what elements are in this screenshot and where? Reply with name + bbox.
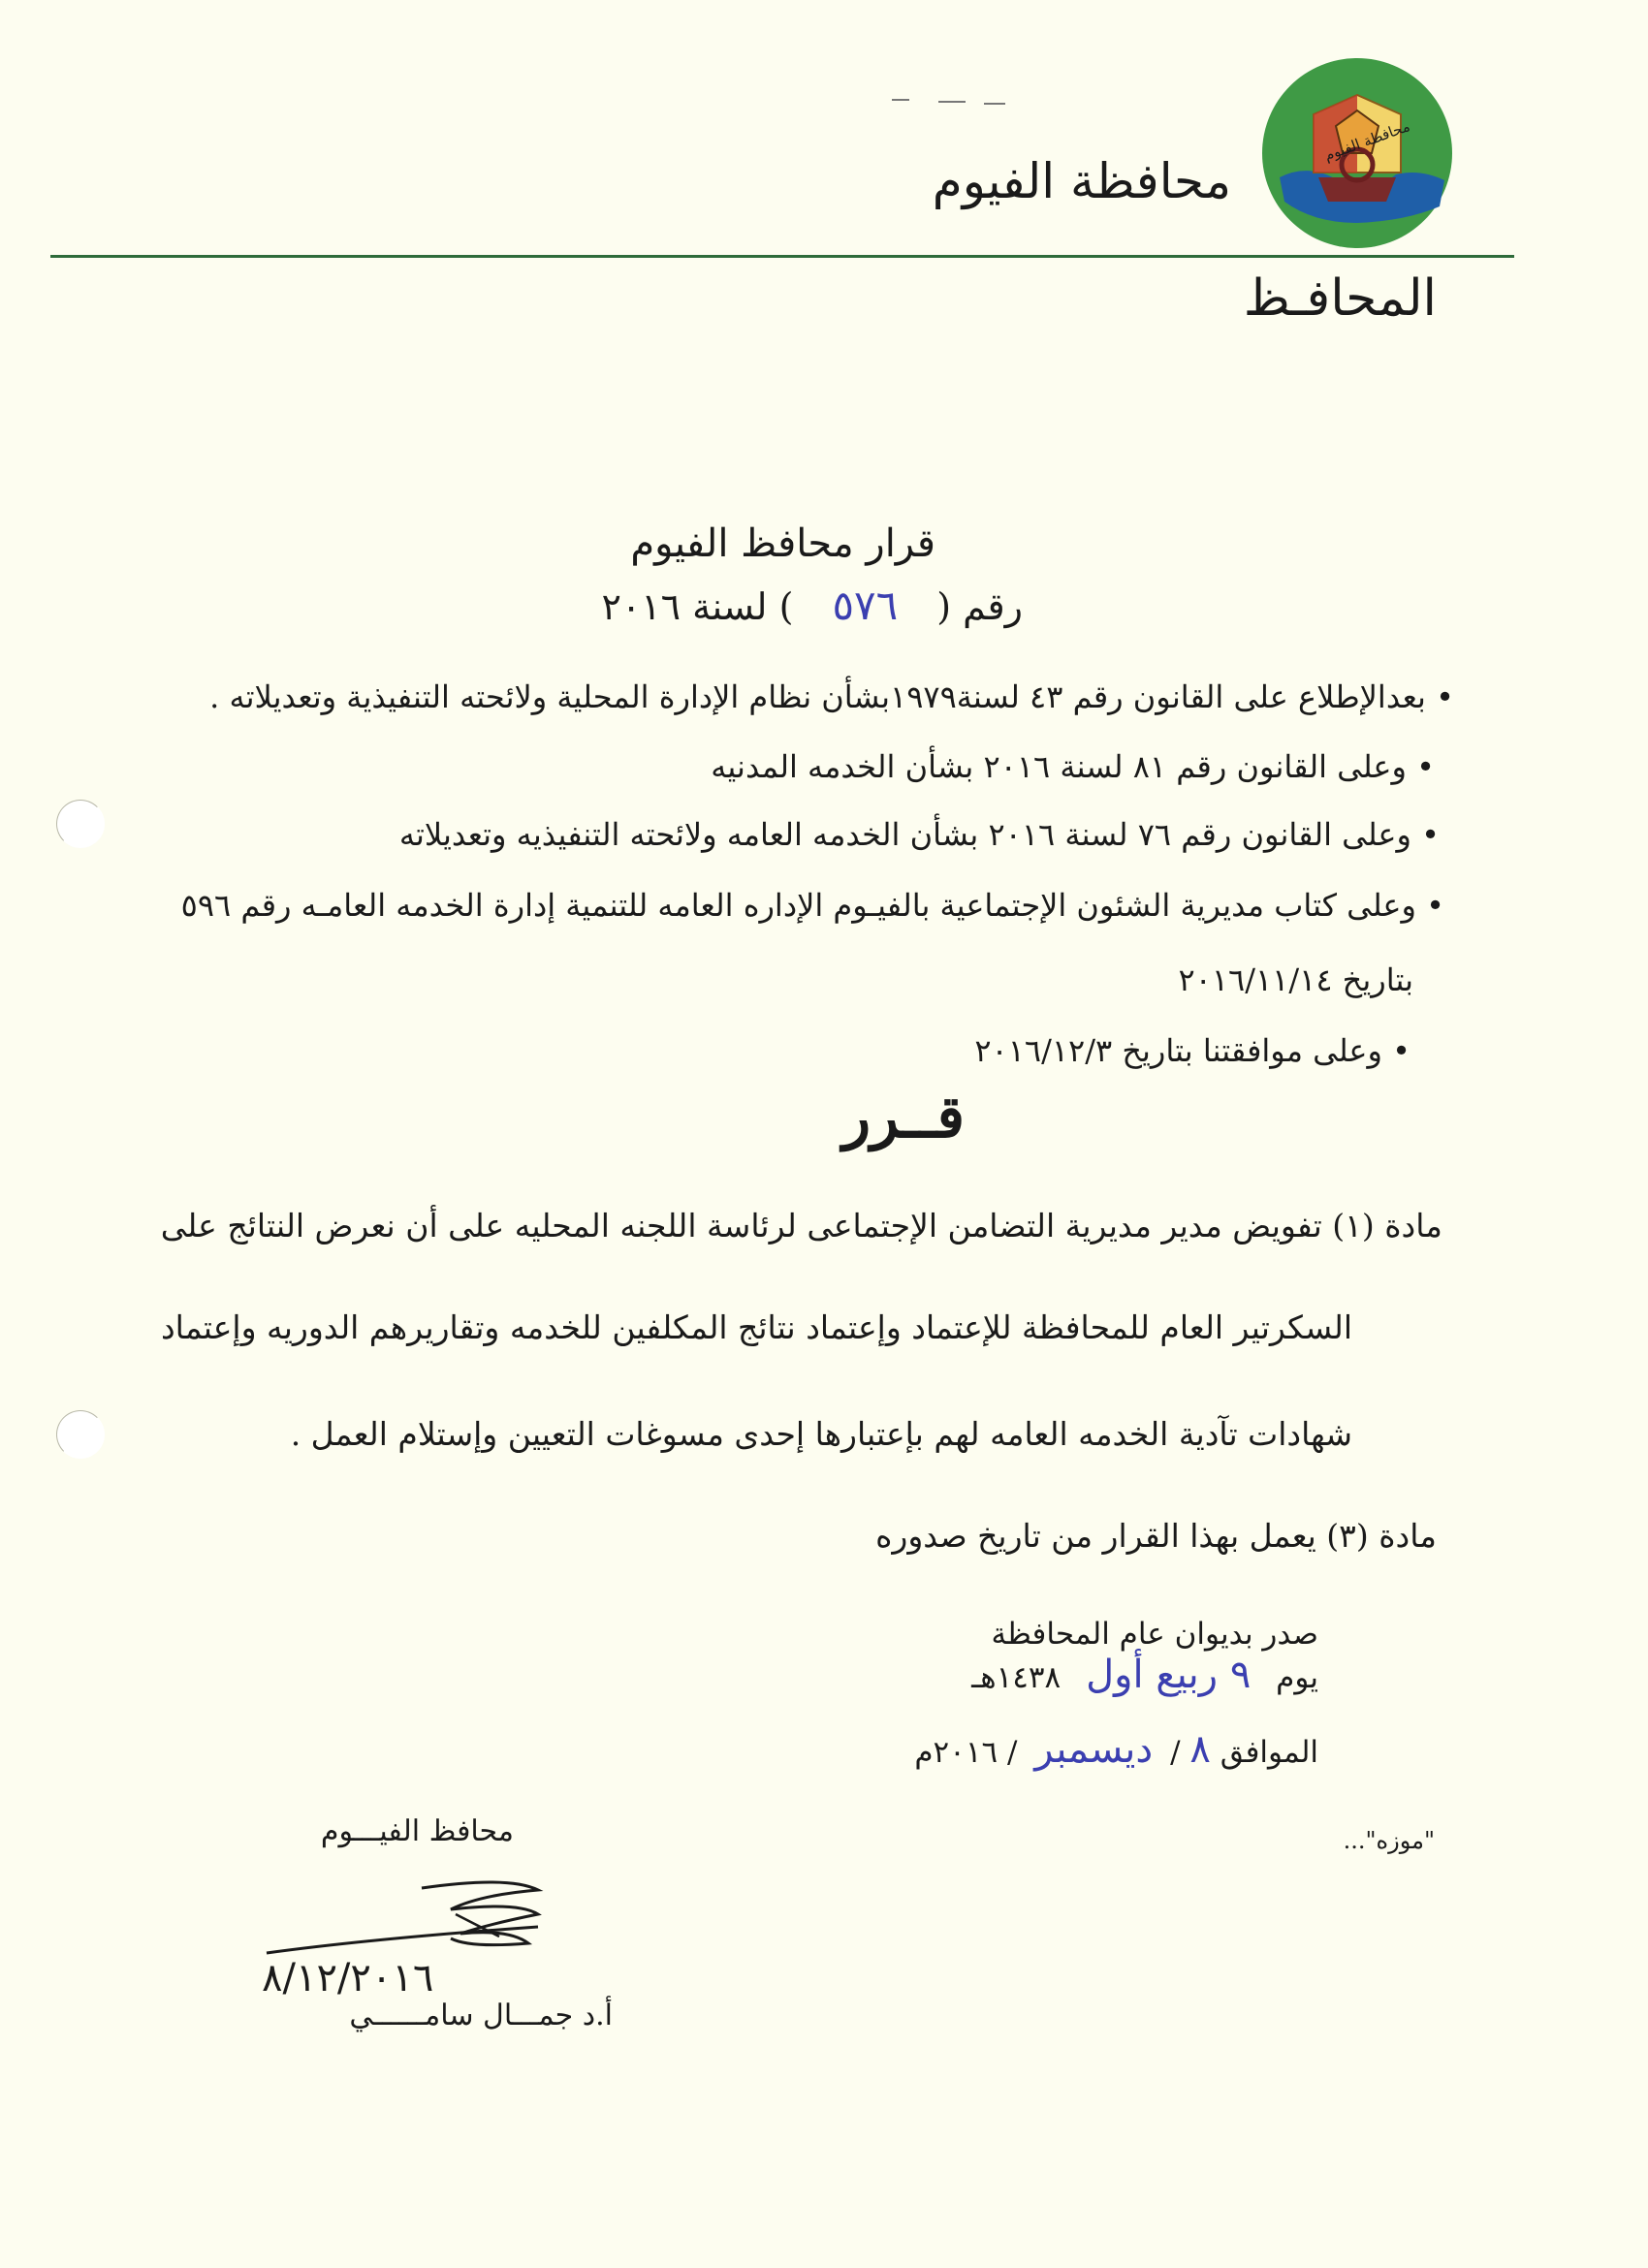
signatory-title: محافظ الفيـــوم xyxy=(320,1814,514,1848)
stray-mark xyxy=(892,99,909,101)
decision-number-suffix: ) لسنة ٢٠١٦ xyxy=(601,585,794,628)
punch-hole xyxy=(56,1410,105,1459)
signature-date: ٨/١٢/٢٠١٦ xyxy=(262,1956,434,2000)
article-1-line: السكرتير العام للمحافظة للإعتماد وإعتماد نتائج المكلفين للخدمه وتقاريرهم الدوريه وإعتماد xyxy=(160,1308,1352,1346)
governorate-name: محافظة الفيوم xyxy=(932,153,1231,209)
gregorian-month: ديسمبر xyxy=(1034,1727,1154,1772)
preamble-line: • وعلى كتاب مديرية الشئون الإجتماعية بالفيـوم الإداره العامه للتنمية إدارة الخدمه العامـه رقم ٥٩٦ xyxy=(180,887,1444,924)
svg-text:محافظة الفيوم: محافظة الفيوم xyxy=(1321,117,1412,165)
signatory-name: أ.د جمـــال سامــــــي xyxy=(349,1999,613,2032)
hijri-year: ١٤٣٨هـ xyxy=(971,1660,1062,1695)
header-divider xyxy=(50,255,1514,258)
preamble-line: • وعلى القانون رقم ٨١ لسنة ٢٠١٦ بشأن الخدمه المدنيه xyxy=(711,748,1435,785)
gregorian-year: / ٢٠١٦م xyxy=(914,1735,1018,1770)
article-2: مادة (٣) يعمل بهذا القرار من تاريخ صدوره xyxy=(875,1517,1437,1555)
article-1-line: شهادات تآدية الخدمه العامه لهم بإعتبارها إحدى مسوغات التعيين وإستلام العمل . xyxy=(290,1415,1352,1453)
preamble-line: • وعلى موافقتنا بتاريخ ٢٠١٦/١٢/٣ xyxy=(974,1032,1410,1069)
decision-number xyxy=(601,582,1023,629)
article-1-line: مادة (١) تفويض مدير مديرية التضامن الإجتماعى لرئاسة اللجنه المحليه على أن نعرض النتائج على xyxy=(160,1207,1442,1244)
corresponding-label: الموافق xyxy=(1220,1735,1318,1770)
decides-heading: قــرر xyxy=(842,1084,965,1151)
clerk-mark: "موزه"... xyxy=(1343,1827,1435,1854)
office-title: المحافـظ xyxy=(1243,269,1437,328)
stray-mark xyxy=(984,103,1005,105)
stray-mark xyxy=(938,101,966,103)
preamble-line: بتاريخ ٢٠١٦/١١/١٤ xyxy=(1178,961,1413,998)
hijri-day-month: ٩ ربيع أول xyxy=(1086,1653,1252,1697)
gregorian-day: ٨ xyxy=(1189,1727,1211,1772)
decision-number-prefix: رقم ( xyxy=(936,585,1023,628)
preamble-line: • وعلى القانون رقم ٧٦ لسنة ٢٠١٦ بشأن الخدمه العامه ولائحته التنفيذيه وتعديلاته xyxy=(398,816,1440,853)
punch-hole xyxy=(56,800,105,848)
decision-title: قرار محافظ الفيوم xyxy=(630,521,935,566)
hijri-date-line xyxy=(971,1653,1318,1697)
governorate-logo xyxy=(1260,56,1454,250)
date-separator: / xyxy=(1170,1735,1181,1770)
issued-at: صدر بديوان عام المحافظة xyxy=(991,1617,1318,1652)
preamble-line: • بعدالإطلاع على القانون رقم ٤٣ لسنة١٩٧٩بشأن نظام الإدارة المحلية ولائحته التنفيذية وتعديلاته . xyxy=(209,678,1454,715)
gregorian-date-line xyxy=(914,1727,1318,1772)
day-label: يوم xyxy=(1276,1660,1318,1695)
decision-number-value: ٥٧٦ xyxy=(832,582,899,629)
